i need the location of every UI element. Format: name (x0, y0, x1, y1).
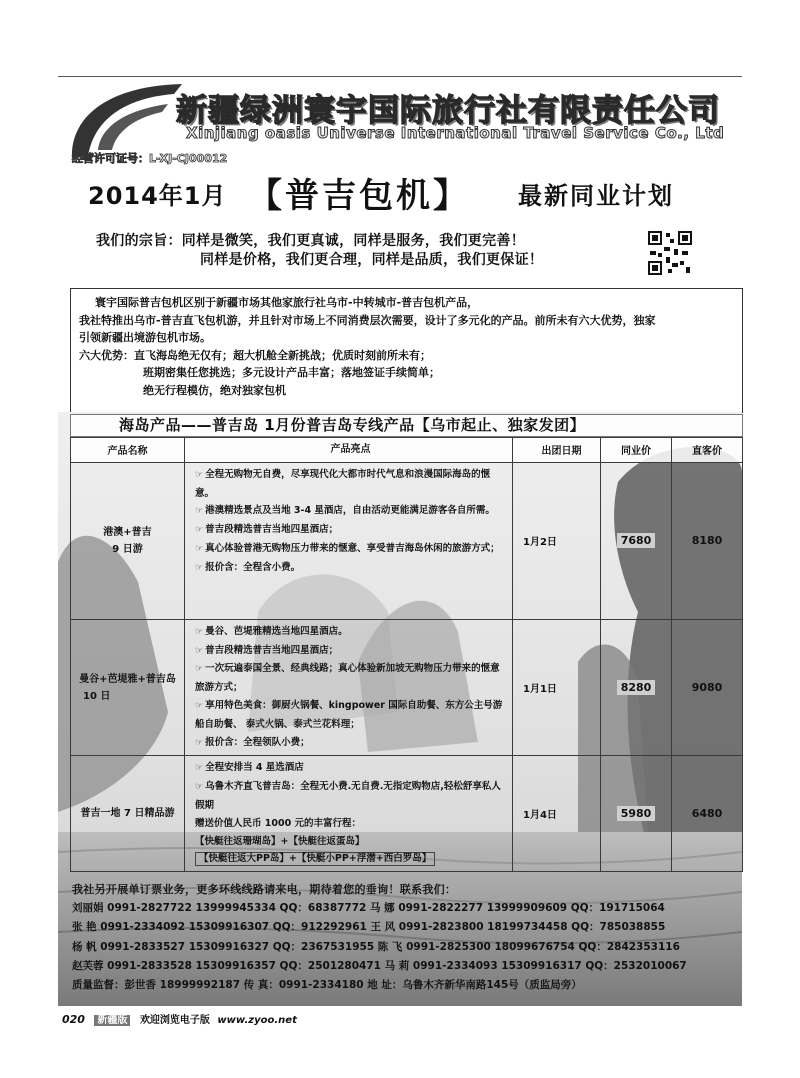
company-name-cn: 新疆绿洲寰宇国际旅行社有限责任公司 (176, 93, 720, 129)
feature-text: 曼谷、芭堤雅精选当地四星酒店。 (205, 625, 348, 637)
header-trade-price: 同业价 (601, 438, 672, 463)
feature-item (195, 759, 506, 778)
page-footer (62, 1011, 297, 1029)
feature-text: 普吉段精选普吉当地四星酒店； (205, 524, 339, 536)
departure-date: 1月4日 (513, 756, 601, 872)
feature-text: 全程安排当 4 星选酒店 (205, 762, 304, 774)
product-name (71, 462, 185, 619)
intro-paragraph-2: 我社特推出乌市-普吉直飞包机游，并且针对市场上不同消费层次需要，设计了多元化的产品。前所未有六大优势，独家 (79, 313, 656, 327)
feature-text: 港澳精选景点及当地 3-4 星酒店，自由活动更能满足游客各自所需。 (205, 505, 495, 517)
header (58, 80, 748, 170)
contact-call-to-action: 我社另开展单订票业务，更多环线线路请来电，期待着您的垂询！联系我们： (72, 883, 457, 896)
feature-item (195, 466, 506, 503)
advantages-line-1: 六大优势：直飞海岛绝无仅有；超大机舱全新挑战；优质时刻前所未有； (79, 348, 431, 362)
header-product-name: 产品名称 (71, 438, 185, 463)
contact-line: 质量监督：彭世香 18999992187 传 真：0991-2334180 地 址：乌鲁木齐新华南路145号（质监局旁） (72, 979, 582, 992)
bullet-icon: ☞ (195, 700, 204, 711)
feature-text: 报价含：全程领队小费； (205, 736, 310, 748)
bullet-icon: ☞ (195, 763, 204, 774)
retail-price: 8180 (672, 462, 743, 619)
product-table (70, 437, 743, 872)
advantages-line-2: 班期密集任您挑选；多元设计产品丰富；落地签证手续简单； (143, 366, 440, 379)
product-name-line-1: 曼谷+芭堤雅+普吉岛 (79, 673, 176, 685)
feature-item (195, 697, 506, 734)
feature-item (195, 660, 506, 697)
website-link[interactable]: www.zyoo.net (217, 1015, 297, 1026)
trade-price-value: 5980 (617, 806, 656, 821)
bullet-icon: ☞ (195, 525, 204, 536)
departure-date: 1月2日 (513, 462, 601, 619)
edition-badge: 新疆版 (94, 1015, 130, 1026)
product-name (71, 619, 185, 756)
header-features: 产品亮点 (185, 438, 513, 463)
bullet-icon: ☞ (195, 543, 204, 554)
feature-text: 乌鲁木齐直飞普吉岛：全程无小费.无自费.无指定购物店,轻松舒享私人假期 (195, 781, 501, 811)
feature-item (195, 540, 506, 559)
product-name-line-2: 10 日 (83, 690, 111, 702)
contact-line: 刘丽娟 0991-2827722 13999945334 QQ：68387772 马 娜 0991-2822277 13999909609 QQ：191715064 (72, 902, 665, 915)
feature-text: 真心体验普港无购物压力带来的惬意、享受普吉海岛休闲的旅游方式； (205, 542, 500, 554)
trade-price-value: 7680 (617, 533, 656, 548)
gift-item: 【快艇往返珊瑚岛】+【快艇往返蛋岛】 (195, 835, 365, 847)
mission-statement (96, 232, 543, 270)
bullet-icon: ☞ (195, 645, 204, 656)
bullet-icon: ☞ (195, 737, 204, 748)
bullet-icon: ☞ (195, 562, 204, 573)
headline-product: 【普吉包机】 (248, 176, 470, 216)
table-row (71, 619, 743, 756)
feature-item (195, 734, 506, 753)
bullet-icon: ☞ (195, 506, 204, 517)
trade-price (601, 756, 672, 872)
header-departure-date: 出团日期 (513, 438, 601, 463)
intro-paragraph-3: 引领新疆出境游包机市场。 (79, 331, 211, 344)
feature-item (195, 559, 506, 578)
trade-price (601, 462, 672, 619)
feature-text: 普吉段精选普吉当地四星酒店； (205, 644, 339, 656)
mission-line-1: 我们的宗旨：同样是微笑，我们更真诚，同样是服务，我们更完善！ (96, 233, 525, 249)
top-rule (58, 76, 742, 77)
footer-note: 欢迎浏览电子版 (139, 1015, 210, 1026)
departure-date: 1月1日 (513, 619, 601, 756)
product-features (185, 462, 513, 619)
table-header-row (71, 438, 743, 463)
mission-line-2: 同样是价格，我们更合理，同样是品质，我们更保证！ (200, 252, 544, 268)
contact-line: 张 艳 0991-2334092 15309916307 QQ：912292961 王 风 0991-2823800 18199734458 QQ：785038855 (72, 921, 666, 934)
product-name-line-2: 9 日游 (112, 543, 143, 555)
feature-item (195, 623, 506, 642)
qr-code-icon (646, 229, 694, 277)
feature-item (195, 502, 506, 521)
advantages-line-3: 绝无行程模仿，绝对独家包机 (143, 383, 286, 397)
bullet-icon: ☞ (195, 626, 204, 637)
license-number: 经营许可证号：L-XJ-CJ00012 (72, 152, 228, 165)
feature-text: 享用特色美食：御厨火锅餐、kingpower 国际自助餐、东方公主号游船自助餐、 泰式火锅、泰式兰花料理； (195, 699, 503, 730)
company-name-en: Xinjiang oasis Universe International Travel Service Co., Ltd (186, 124, 725, 142)
table-row (71, 756, 743, 872)
retail-price: 6480 (672, 756, 743, 872)
product-features (185, 756, 513, 872)
bullet-icon: ☞ (195, 664, 204, 675)
trade-price (601, 619, 672, 756)
intro-box (70, 288, 743, 413)
gift-text: 【快艇往返大PP岛】+【快艇小PP+浮潜+西白罗岛】 (195, 852, 435, 866)
gift-item-boxed (195, 850, 506, 868)
contact-line: 赵芙蓉 0991-2833528 15309916357 QQ：2501280471 马 莉 0991-2334093 15309916317 QQ：2532010067 (72, 959, 687, 972)
gift-intro: 赠送价值人民币 1000 元的丰富行程： (195, 817, 362, 829)
header-retail-price: 直客价 (672, 438, 743, 463)
feature-item (195, 521, 506, 540)
bullet-icon: ☞ (195, 782, 204, 793)
headline-tail: 最新同业计划 (518, 182, 674, 210)
headline (88, 168, 758, 220)
product-banner: 海岛产品——普吉岛 1月份普吉岛专线产品【乌市起止、独家发团】 (70, 414, 743, 437)
contacts-section (72, 880, 742, 995)
trade-price-value: 8280 (617, 680, 656, 695)
table-row (71, 462, 743, 619)
page-number: 020 (62, 1013, 85, 1026)
retail-price: 9080 (672, 619, 743, 756)
feature-text: 报价含：全程含小费。 (205, 561, 301, 573)
product-name-line-1: 港澳+普吉 (103, 526, 152, 538)
feature-text: 全程无购物无自费，尽享现代化大都市时代气息和浪漫国际海岛的惬意。 (195, 468, 491, 499)
product-name-line-1: 普吉一地 7 日精品游 (80, 808, 175, 820)
product-features (185, 619, 513, 756)
feature-item (195, 778, 506, 815)
feature-item (195, 642, 506, 661)
feature-text: 一次玩遍泰国全景、经典线路；真心体验新加坡无购物压力带来的惬意旅游方式； (195, 663, 500, 694)
intro-paragraph-1: 寰宇国际普吉包机区别于新疆市场其他家旅行社乌市-中转城市-普吉包机产品， (95, 296, 479, 309)
contact-line: 杨 帆 0991-2833527 15309916327 QQ：2367531955 陈 飞 0991-2825300 18099676754 QQ：2842353116 (72, 940, 680, 953)
product-name (71, 756, 185, 872)
bullet-icon: ☞ (195, 469, 204, 480)
headline-date: 2014年1月 (88, 182, 227, 210)
